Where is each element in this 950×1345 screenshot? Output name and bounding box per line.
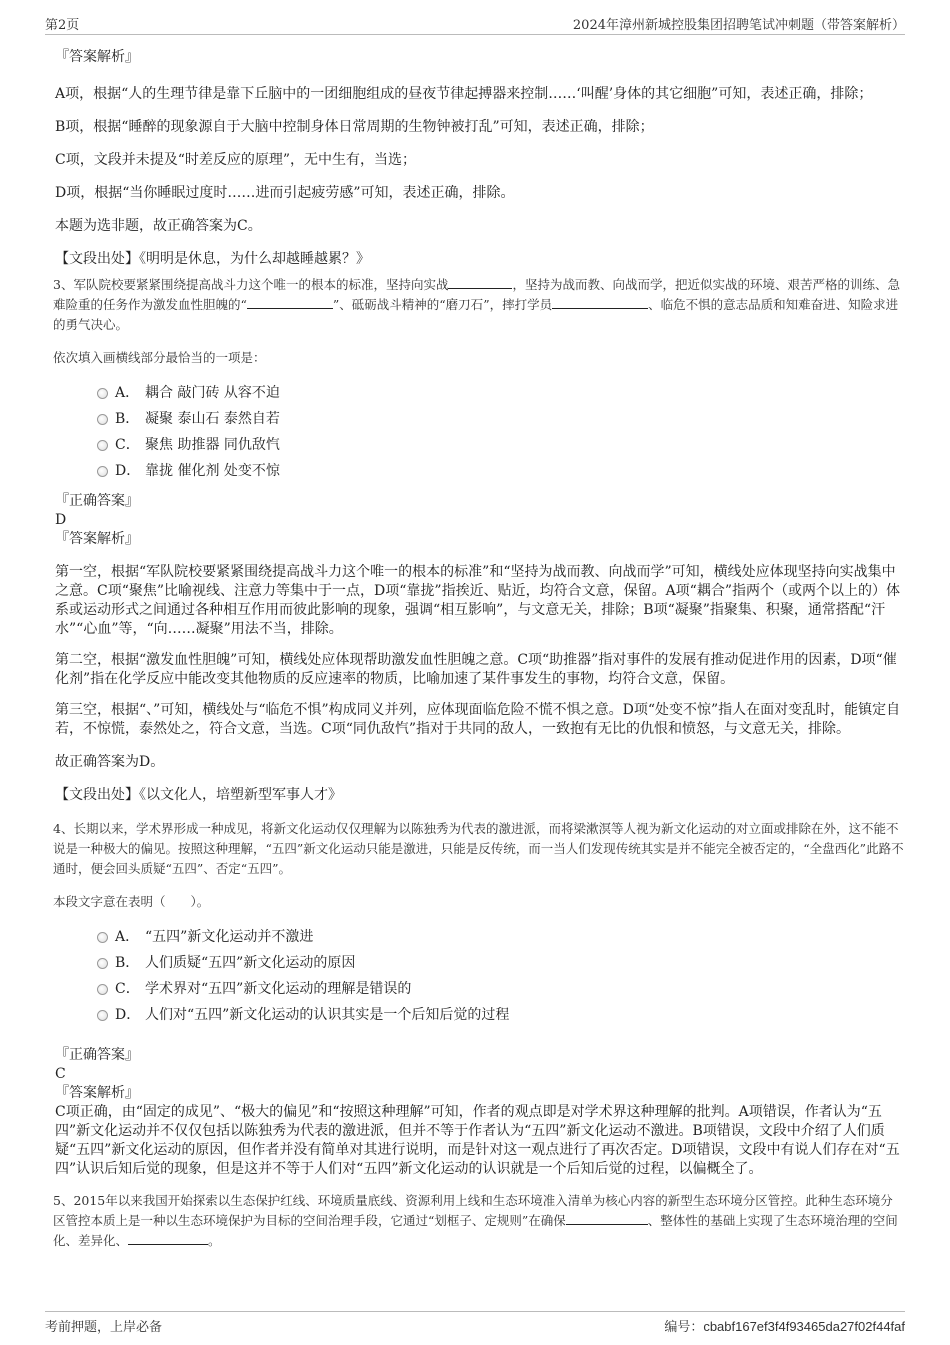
fill-blank[interactable]: [552, 296, 648, 309]
question-3-stem: 3、军队院校要紧紧围绕提高战斗力这个唯一的根本的标准，坚持向实战 ，坚持为战而教、向战而学，把近似实战的环境、艰苦严格的训练、急难险重的任务作为激发血性胆魄的“ ”、砥砺战斗精神的“磨刀石”，摔打学员 、临危不惧的意志品质和知难奋进、知险求进的勇气决心。: [53, 277, 900, 332]
question-4-stem: 4、长期以来，学术界形成一种成见，将新文化运动仅仅理解为以陈独秀为代表的激进派，而将梁漱溟等人视为新文化运动的对立面或排除在外，这不能不说是一种极大的偏见。按照这种理解，“五四”新文化运动只能是激进，只能是反传统，而一当人们发现传统其实是并不能完全被否定的，“全盘西化”此路不通时，便会回头质疑“五四”、否定“五四”。: [53, 821, 904, 876]
option-c[interactable]: C． 学术界对“五四”新文化运动的理解是错误的: [97, 976, 905, 1002]
question-3-prompt: 依次填入画横线部分最恰当的一项是：: [53, 349, 266, 365]
analysis-paragraph: C项正确，由“固定的成见”、“极大的偏见”和“按照这种理解”可知，作者的观点即是对学术界这种理解的批判。A项错误，作者认为“五四”新文化运动并不仅仅包括以陈独秀为代表的激进派，但并不等于作者认为“五四”新文化运动不激进。B项错误，文段中介绍了人们质疑“五四”新文化运动的原因，但作者并没有简单对其进行说明，而是针对这一观点进行了再次否定。D项错误，文段中有说人们存在对“五四”认识后知后觉的现象，但是这并不等于人们对“五四”新文化运动的认识就是一个后知后觉的过程，以偏概全了。: [55, 1104, 900, 1177]
radio-icon[interactable]: [97, 414, 108, 425]
question-3-options: [97, 380, 905, 484]
analysis-conclusion: 故正确答案为D。: [55, 754, 165, 770]
radio-icon[interactable]: [97, 440, 108, 451]
page-header: [45, 14, 905, 35]
radio-icon[interactable]: [97, 958, 108, 969]
option-c[interactable]: C． 聚焦 助推器 同仇敌忾: [97, 432, 905, 458]
document-body: [55, 48, 905, 1264]
option-a[interactable]: A． “五四”新文化运动并不激进: [97, 924, 905, 950]
radio-icon[interactable]: [97, 932, 108, 943]
question-5-stem: 5、2015年以来我国开始探索以生态保护红线、环境质量底线、资源利用上线和生态环境准入清单为核心内容的新型生态环境分区管控。此种生态环境分区管控本质上是一种以生态环境保护为目标的空间治理手段，它通过“划框子、定规则”在确保 、整体性的基础上实现了生态环境治理的空间化、差异化、 。: [53, 1193, 898, 1248]
radio-icon[interactable]: [97, 466, 108, 477]
footer-slogan: 考前押题，上岸必备: [45, 1320, 163, 1335]
analysis-paragraph: D项，根据“当你睡眠过度时……进而引起疲劳感”可知，表述正确，排除。: [55, 185, 515, 201]
analysis-paragraph: B项，根据“睡醉的现象源自于大脑中控制身体日常周期的生物钟被打乱”可知，表述正确，排除；: [55, 119, 654, 135]
document-serial: 编号：cbabf167ef3f4f93465da27f02f44faf: [664, 1319, 905, 1334]
correct-answer-label: 『正确答案』: [55, 1047, 139, 1063]
analysis-label: 『答案解析』: [55, 531, 139, 547]
question-4-options: [97, 924, 905, 1028]
analysis-paragraph: C项，文段并未提及“时差反应的原理”，无中生有，当选；: [55, 152, 417, 168]
source-citation: 【文段出处】《明明是休息，为什么却越睡越累？》: [55, 251, 370, 267]
option-a[interactable]: A． 耦合 敲门砖 从容不迫: [97, 380, 905, 406]
analysis-label: 『答案解析』: [55, 49, 139, 65]
correct-answer-label: 『正确答案』: [55, 493, 139, 509]
source-citation: 【文段出处】《以文化人，培塑新型军事人才》: [55, 787, 342, 803]
fill-blank[interactable]: [448, 276, 512, 289]
question-4-prompt: 本段文字意在表明（ ）。: [53, 893, 210, 909]
correct-answer: C: [55, 1066, 66, 1082]
radio-icon[interactable]: [97, 388, 108, 399]
option-b[interactable]: B． 人们质疑“五四”新文化运动的原因: [97, 950, 905, 976]
option-d[interactable]: D． 人们对“五四”新文化运动的认识其实是一个后知后觉的过程: [97, 1002, 905, 1028]
fill-blank[interactable]: [247, 296, 333, 309]
analysis-paragraph: 第一空，根据“军队院校要紧紧围绕提高战斗力这个唯一的根本的标准”和“坚持为战而教、向战而学”可知，横线处应体现坚持向实战集中之意。C项“聚焦”比喻视线、注意力等集中于一点，D项“靠拢”指挨近、贴近，均符合文意，保留。A项“耦合”指两个（或两个以上的）体系或运动形式之间通过各种相互作用而彼此影响的现象，强调“相互影响”，与文意无关，排除；B项“凝聚”指聚集、积聚，通常搭配“汗水”“心血”等，“向……凝聚”用法不当，排除。: [55, 564, 900, 637]
radio-icon[interactable]: [97, 984, 108, 995]
analysis-paragraph: A项，根据“人的生理节律是靠下丘脑中的一团细胞组成的昼夜节律起搏器来控制……‘叫醒’身体的其它细胞”可知，表述正确，排除；: [55, 86, 873, 102]
option-b[interactable]: B． 凝聚 泰山石 泰然自若: [97, 406, 905, 432]
option-d[interactable]: D． 靠拢 催化剂 处变不惊: [97, 458, 905, 484]
analysis-paragraph: 第三空，根据“、”可知，横线处与“临危不惧”构成同义并列，应体现面临危险不慌不惧之意。D项“处变不惊”指人在面对变乱时，能镇定自若，不惊慌，泰然处之，符合文意，当选。C项“同仇敌忾”指对于共同的敌人，一致抱有无比的仇恨和愤怒，与文意无关，排除。: [55, 702, 901, 737]
analysis-label: 『答案解析』: [55, 1085, 139, 1101]
document-title: 2024年漳州新城控股集团招聘笔试冲刺题（带答案解析）: [572, 18, 905, 33]
correct-answer: D: [55, 512, 67, 528]
analysis-conclusion: 本题为选非题，故正确答案为C。: [55, 218, 262, 234]
fill-blank[interactable]: [566, 1212, 648, 1225]
analysis-paragraph: 第二空，根据“激发血性胆魄”可知，横线处应体现帮助激发血性胆魄之意。C项“助推器”指对事件的发展有推动促进作用的因素，D项“催化剂”指在化学反应中能改变其他物质的反应速率的物质，比喻加速了某件事发生的事物，均符合文意，保留。: [55, 652, 897, 687]
page-footer: [45, 1311, 905, 1336]
radio-icon[interactable]: [97, 1010, 108, 1021]
page-number: 第2页: [45, 18, 80, 33]
fill-blank[interactable]: [128, 1232, 208, 1245]
